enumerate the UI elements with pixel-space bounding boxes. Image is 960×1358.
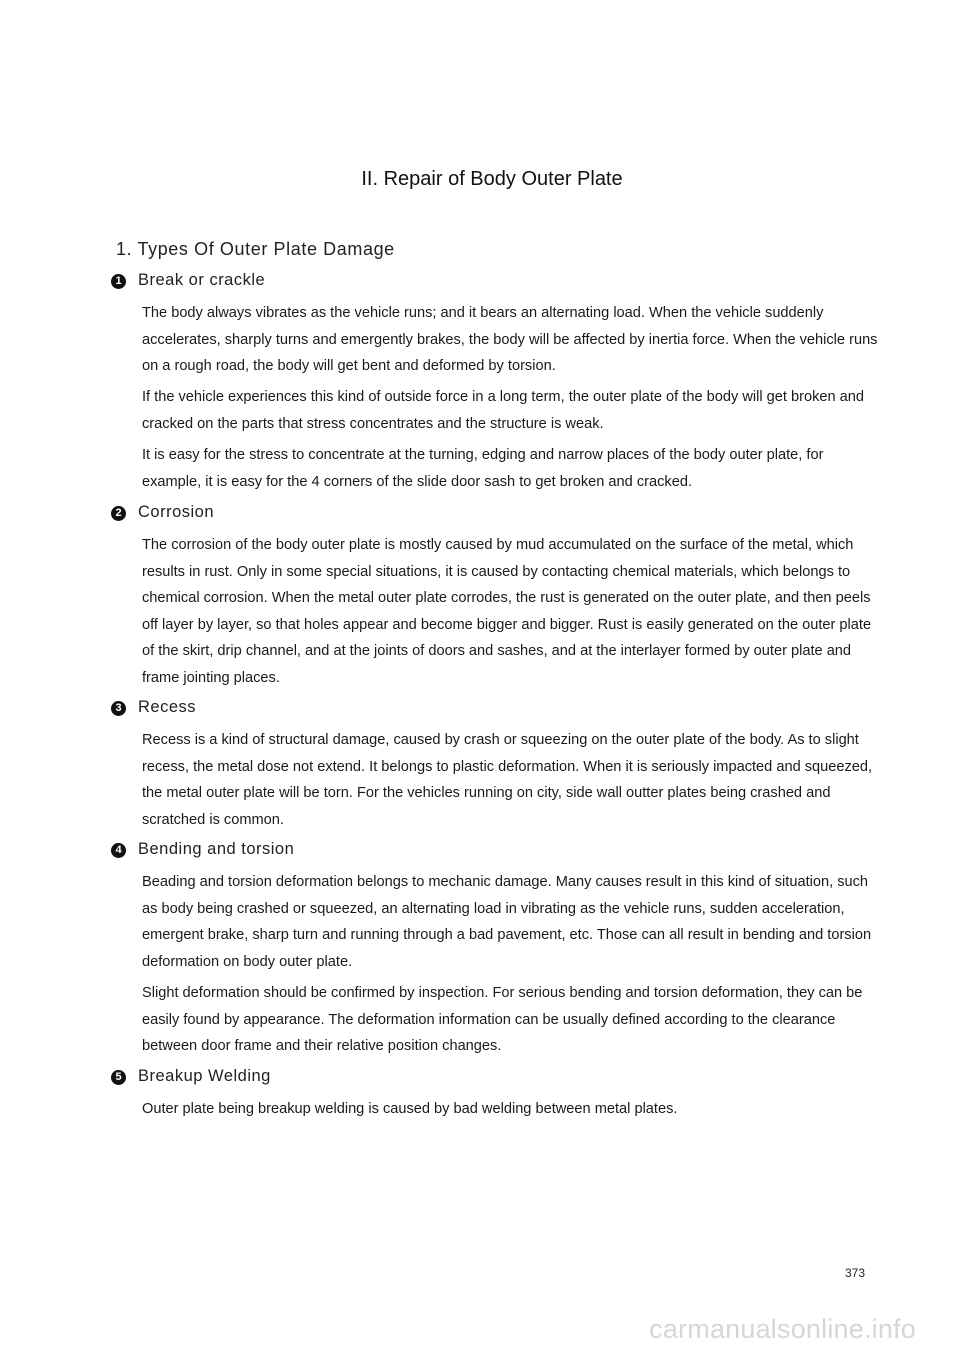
paragraph: If the vehicle experiences this kind of outside force in a long term, the outer plate of the body will get broken and cracked on the parts that stress concentrates and the structure is weak. (142, 389, 865, 432)
circled-number-2: 2 (111, 506, 126, 521)
paragraph: The corrosion of the body outer plate is mostly caused by mud accumulated on the surface of the metal, which results in rust. Only in some special situations, it is caused by contacting chemical materials, which belongs to chemical corrosion. When the metal outer plate corrodes, the rust is generated on the outer plate, and then peels off layer by layer, so that holes appear and become bigger and bigger. Rust is easily generated on the outer plate of the skirt, drip channel, and at the joints of doors and sashes, and at the interlayer formed by outer plate and frame jointing places. (142, 537, 872, 686)
subsection-heading-break (111, 271, 265, 290)
circled-number-3: 3 (111, 701, 126, 716)
section-heading: 1. Types Of Outer Plate Damage (116, 239, 395, 259)
subsection-heading-recess (111, 698, 196, 717)
circled-number-5: 5 (111, 1070, 126, 1085)
subsection-title: Break or crackle (138, 271, 266, 289)
subsection-title: Recess (138, 698, 197, 716)
subsection-heading-corrosion (111, 503, 214, 522)
paragraph: The body always vibrates as the vehicle runs; and it bears an alternating load. When the vehicle suddenly accelerates, sharply turns and emergently brakes, the body will be affected by inertia force. When the vehicle runs on a rough road, the body will get bent and deformed by torsion. (142, 305, 878, 374)
paragraph: Beading and torsion deformation belongs to mechanic damage. Many causes result in this kind of situation, such as body being crashed or squeezed, an alternating load in vibrating as the vehicle runs, sudden acceleration, emergent brake, sharp turn and running through a bad pavement, etc. Those can all result in bending and torsion deformation on body outer plate. (142, 874, 872, 970)
page-number: 373 (845, 1266, 866, 1280)
circled-number-4: 4 (111, 843, 126, 858)
circled-number-1: 1 (111, 274, 126, 289)
paragraph: Recess is a kind of structural damage, caused by crash or squeezing on the outer plate of the body. As to slight recess, the metal dose not extend. It belongs to plastic deformation. When it is seriously impacted and squeezed, the metal outer plate will be torn. For the vehicles running on city, side wall outter plates being crashed and scratched is common. (142, 732, 873, 828)
subsection-heading-bending (111, 840, 294, 859)
subsection-title: Corrosion (138, 503, 215, 521)
page-title: II. Repair of Body Outer Plate (361, 168, 623, 190)
paragraph: Slight deformation should be confirmed by inspection. For serious bending and torsion deformation, they can be easily found by appearance. The deformation information can be usually defined according to the clearance between door frame and their relative position changes. (142, 985, 863, 1054)
subsection-title: Bending and torsion (138, 840, 295, 858)
watermark: carmanualsonline.info (649, 1314, 916, 1344)
paragraph: Outer plate being breakup welding is caused by bad welding between metal plates. (142, 1101, 678, 1117)
subsection-heading-welding (111, 1067, 271, 1086)
paragraph: It is easy for the stress to concentrate at the turning, edging and narrow places of the body outer plate, for example, it is easy for the 4 corners of the slide door sash to get broken and cracked. (142, 447, 824, 490)
subsection-title: Breakup Welding (138, 1067, 271, 1085)
